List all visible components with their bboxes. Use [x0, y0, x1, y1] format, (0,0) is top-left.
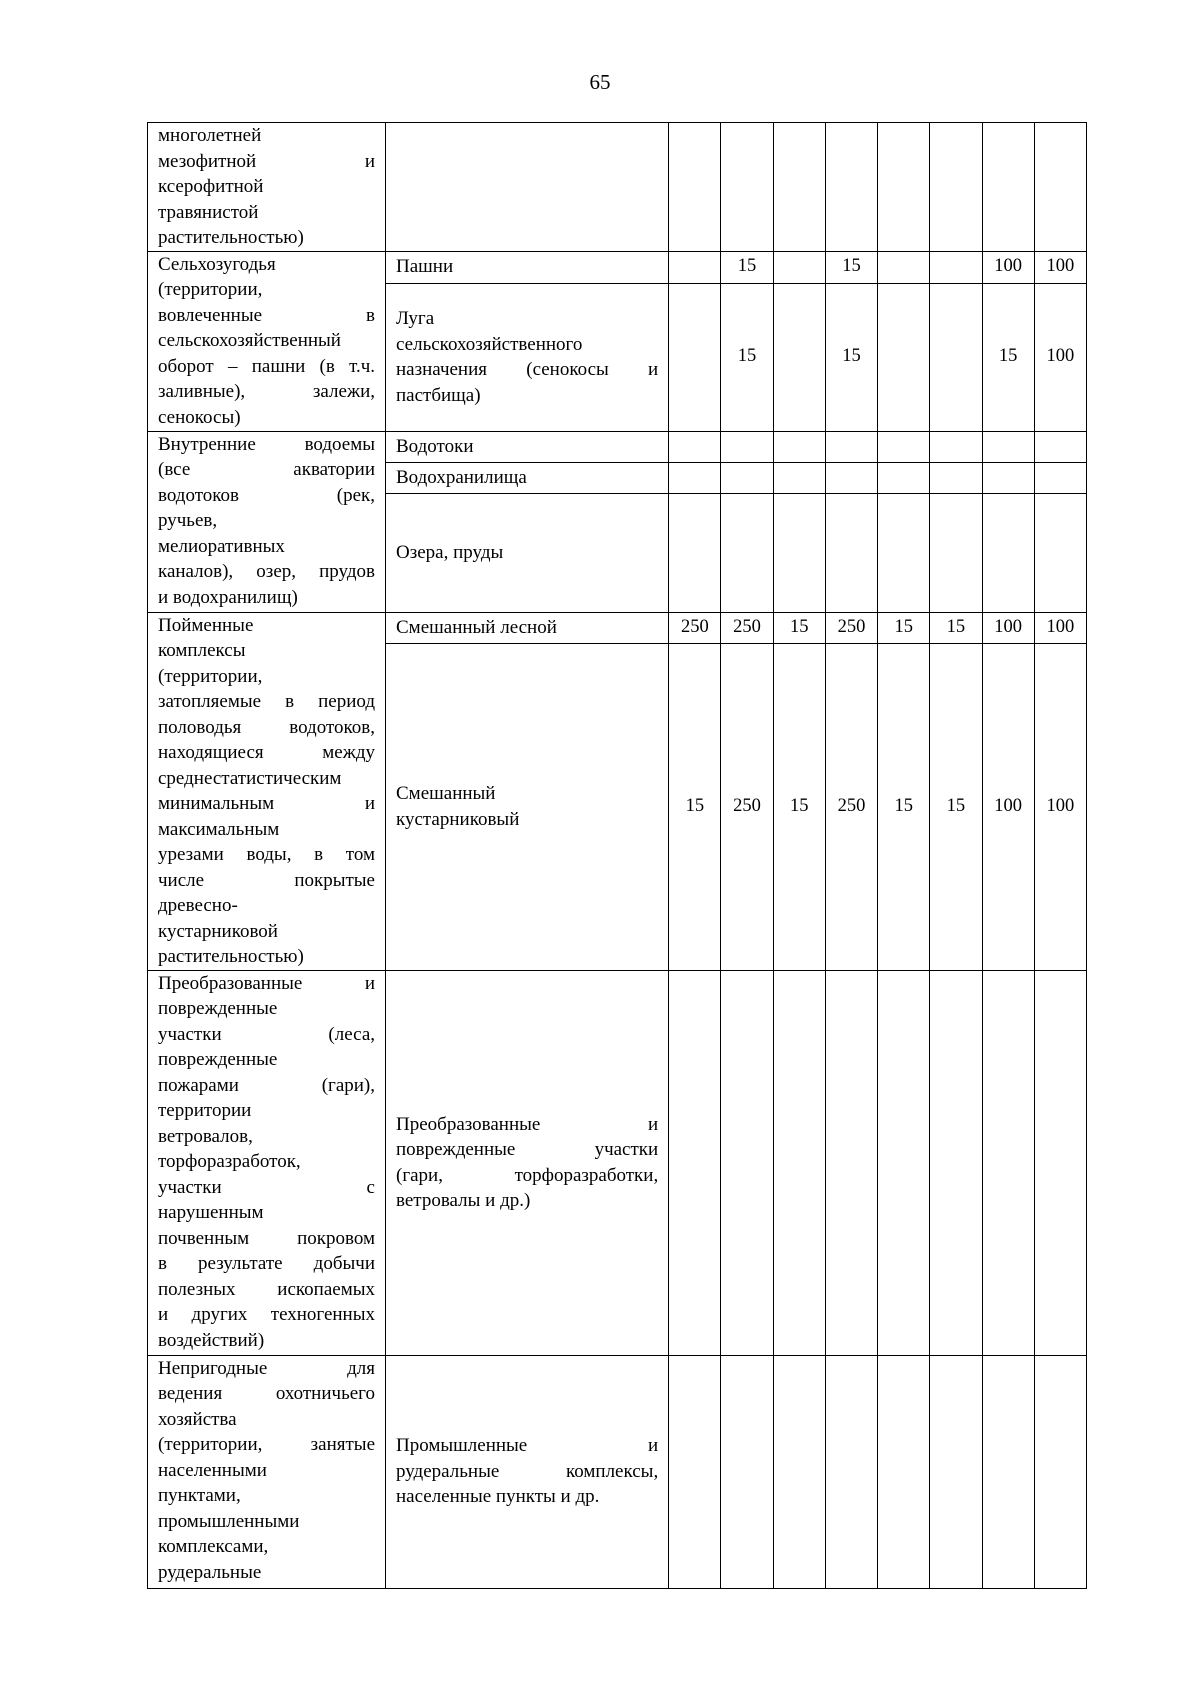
- value-cell: 100: [1034, 612, 1086, 643]
- value-cell: [825, 1355, 877, 1588]
- habitat-type-line: кустарниковой: [158, 920, 278, 942]
- table-row: [148, 431, 1087, 462]
- value-cell: [878, 970, 930, 1355]
- value-cell: 250: [669, 612, 721, 643]
- value-cell: 15: [721, 251, 773, 283]
- value-cell: [1034, 462, 1086, 493]
- habitat-type-line: водотоков (рек,: [158, 484, 375, 506]
- value-cell: [982, 1355, 1034, 1588]
- habitat-subtype-cell: [386, 493, 669, 612]
- value-cell: [721, 970, 773, 1355]
- habitat-type-line: вовлеченные в: [158, 304, 375, 326]
- habitat-subtype-cell: [386, 462, 669, 493]
- habitat-type-line: участки с: [158, 1176, 375, 1198]
- table-row: [148, 612, 1087, 643]
- habitat-type-line: комплексами,: [158, 1536, 269, 1557]
- value-cell: [669, 970, 721, 1355]
- habitat-type-line: полезных ископаемых: [158, 1278, 375, 1300]
- value-cell: 15: [773, 643, 825, 970]
- habitat-type-line: Пойменные: [158, 614, 254, 636]
- habitat-type-line: числе покрытые: [158, 869, 375, 891]
- value-cell: 250: [721, 612, 773, 643]
- value-cell: [930, 123, 982, 252]
- value-cell: [878, 123, 930, 252]
- value-cell: [982, 123, 1034, 252]
- value-cell: [878, 493, 930, 612]
- value-cell: 250: [825, 643, 877, 970]
- habitat-type-line: нарушенным: [158, 1202, 264, 1223]
- value-cell: [982, 970, 1034, 1355]
- habitat-type-line: территории: [158, 1100, 252, 1121]
- habitat-type-line: и водохранилищ): [158, 586, 298, 608]
- value-cell: 15: [669, 643, 721, 970]
- habitat-type-line: воздействий): [158, 1329, 265, 1351]
- habitat-type-line: населенными: [158, 1459, 267, 1481]
- habitat-subtype-line: кустарниковый: [396, 808, 520, 830]
- table-row: [148, 123, 1087, 252]
- habitat-type-line: Сельхозугодья: [158, 253, 276, 275]
- habitat-subtype-cell: [386, 283, 669, 431]
- value-cell: 100: [982, 643, 1034, 970]
- value-cell: [930, 493, 982, 612]
- habitat-type-line: (все акватории: [158, 459, 375, 480]
- habitat-type-line: минимальным и: [158, 793, 375, 814]
- habitat-type-line: Преобразованные и: [158, 972, 375, 994]
- habitat-type-line: сенокосы): [158, 406, 241, 428]
- value-cell: 15: [930, 643, 982, 970]
- habitat-subtype-line: ветровалы и др.): [396, 1190, 531, 1211]
- value-cell: [878, 251, 930, 283]
- habitat-type-cell: [148, 970, 386, 1355]
- habitat-type-cell: [148, 123, 386, 252]
- value-cell: [669, 1355, 721, 1588]
- habitat-subtype-line: Луга: [396, 308, 435, 329]
- value-cell: 15: [773, 612, 825, 643]
- value-cell: 100: [1034, 251, 1086, 283]
- value-cell: 250: [825, 612, 877, 643]
- value-cell: [773, 283, 825, 431]
- value-cell: [669, 251, 721, 283]
- habitat-type-line: почвенным покровом: [158, 1227, 375, 1249]
- habitat-subtype-cell: [386, 123, 669, 252]
- habitat-subtype-cell: [386, 431, 669, 462]
- value-cell: [721, 493, 773, 612]
- value-cell: [773, 123, 825, 252]
- value-cell: [773, 1355, 825, 1588]
- value-cell: [773, 251, 825, 283]
- habitat-subtype-line: рудеральные комплексы,: [396, 1460, 659, 1482]
- value-cell: [721, 431, 773, 462]
- habitat-subtype-line: Смешанный лесной: [396, 616, 557, 638]
- value-cell: 15: [825, 283, 877, 431]
- value-cell: [773, 462, 825, 493]
- value-cell: [1034, 431, 1086, 462]
- habitat-type-line: затопляемые в период: [158, 691, 375, 712]
- value-cell: [825, 493, 877, 612]
- habitat-type-line: сельскохозяйственный: [158, 330, 341, 351]
- habitat-type-cell: [148, 1355, 386, 1588]
- value-cell: [930, 283, 982, 431]
- value-cell: [721, 462, 773, 493]
- habitat-subtype-cell: [386, 612, 669, 643]
- table-row: [148, 1355, 1087, 1588]
- table-row: [148, 970, 1087, 1355]
- value-cell: 100: [1034, 643, 1086, 970]
- habitat-type-line: (территории,: [158, 279, 263, 300]
- habitat-type-line: половодья водотоков,: [158, 716, 375, 738]
- habitat-subtype-line: поврежденные участки: [396, 1139, 659, 1160]
- value-cell: 15: [930, 612, 982, 643]
- habitat-subtype-line: Озера, пруды: [396, 541, 504, 563]
- value-cell: [1034, 1355, 1086, 1588]
- value-cell: [669, 462, 721, 493]
- habitat-type-line: травянистой: [158, 201, 259, 223]
- habitat-type-line: оборот – пашни (в т.ч.: [158, 355, 375, 377]
- value-cell: 100: [982, 612, 1034, 643]
- value-cell: [930, 251, 982, 283]
- habitat-subtype-line: населенные пункты и др.: [396, 1486, 600, 1508]
- habitat-type-line: мелиоративных: [158, 535, 285, 557]
- habitat-type-line: максимальным: [158, 818, 280, 840]
- habitat-type-line: ветровалов,: [158, 1125, 253, 1147]
- habitat-subtype-cell: [386, 970, 669, 1355]
- value-cell: [982, 431, 1034, 462]
- habitat-type-line: растительностью): [158, 946, 304, 967]
- value-cell: 100: [982, 251, 1034, 283]
- habitat-type-line: в результате добычи: [158, 1253, 375, 1274]
- habitat-type-line: растительностью): [158, 227, 304, 248]
- value-cell: [669, 431, 721, 462]
- habitat-subtype-line: назначения (сенокосы и: [396, 359, 659, 380]
- habitat-subtype-line: пастбища): [396, 384, 481, 406]
- value-cell: 15: [721, 283, 773, 431]
- value-cell: [930, 462, 982, 493]
- value-cell: [878, 1355, 930, 1588]
- habitat-type-line: Непригодные для: [158, 1357, 375, 1379]
- value-cell: [721, 1355, 773, 1588]
- habitat-type-line: комплексы: [158, 640, 246, 661]
- habitat-type-line: поврежденные: [158, 998, 278, 1019]
- habitat-subtype-line: Смешанный: [396, 783, 496, 805]
- value-cell: [1034, 123, 1086, 252]
- habitat-type-cell: [148, 431, 386, 612]
- value-cell: [825, 431, 877, 462]
- value-cell: [930, 970, 982, 1355]
- habitat-table: [147, 122, 1087, 1589]
- page-number: 65: [589, 70, 611, 94]
- value-cell: 15: [878, 643, 930, 970]
- habitat-subtype-cell: [386, 1355, 669, 1588]
- table-row: [148, 251, 1087, 283]
- habitat-type-line: находящиеся между: [158, 742, 375, 763]
- habitat-type-line: ксерофитной: [158, 176, 264, 197]
- value-cell: [669, 493, 721, 612]
- habitat-type-cell: [148, 251, 386, 431]
- habitat-subtype-cell: [386, 251, 669, 283]
- value-cell: [1034, 970, 1086, 1355]
- habitat-type-line: (территории, занятые: [158, 1434, 375, 1455]
- habitat-type-line: пожарами (гари),: [158, 1074, 375, 1096]
- value-cell: [773, 970, 825, 1355]
- habitat-type-line: ведения охотничьего: [158, 1383, 375, 1404]
- habitat-type-line: рудеральные: [158, 1561, 262, 1583]
- value-cell: [982, 462, 1034, 493]
- habitat-type-line: многолетней: [158, 125, 262, 146]
- habitat-type-line: (территории,: [158, 665, 263, 687]
- habitat-type-line: урезами воды, в том: [158, 844, 375, 865]
- value-cell: [930, 1355, 982, 1588]
- value-cell: [878, 283, 930, 431]
- value-cell: [825, 123, 877, 252]
- habitat-type-line: древесно-: [158, 895, 238, 916]
- habitat-subtype-line: (гари, торфоразработки,: [396, 1164, 659, 1186]
- habitat-type-line: участки (леса,: [158, 1023, 375, 1045]
- habitat-type-line: поврежденные: [158, 1049, 278, 1070]
- habitat-type-line: пунктами,: [158, 1485, 241, 1506]
- value-cell: [669, 123, 721, 252]
- value-cell: [773, 493, 825, 612]
- value-cell: 15: [982, 283, 1034, 431]
- habitat-type-line: заливные), залежи,: [158, 381, 375, 402]
- habitat-subtype-line: Пашни: [396, 256, 454, 278]
- habitat-type-line: промышленными: [158, 1510, 300, 1532]
- habitat-type-line: торфоразработок,: [158, 1151, 301, 1172]
- habitat-type-line: ручьев,: [158, 510, 218, 531]
- habitat-subtype-cell: [386, 643, 669, 970]
- value-cell: [825, 462, 877, 493]
- value-cell: [721, 123, 773, 252]
- value-cell: [878, 431, 930, 462]
- habitat-type-line: каналов), озер, прудов: [158, 561, 375, 582]
- habitat-type-line: и других техногенных: [158, 1304, 375, 1325]
- habitat-subtype-line: сельскохозяйственного: [396, 333, 583, 355]
- value-cell: [669, 283, 721, 431]
- habitat-type-cell: [148, 612, 386, 970]
- habitat-type-line: мезофитной и: [158, 150, 375, 172]
- habitat-subtype-line: Промышленные и: [396, 1435, 659, 1457]
- habitat-type-line: среднестатистическим: [158, 767, 342, 789]
- habitat-subtype-line: Преобразованные и: [396, 1113, 659, 1135]
- value-cell: 15: [825, 251, 877, 283]
- value-cell: [773, 431, 825, 462]
- value-cell: 100: [1034, 283, 1086, 431]
- value-cell: [930, 431, 982, 462]
- value-cell: 250: [721, 643, 773, 970]
- value-cell: [825, 970, 877, 1355]
- value-cell: [878, 462, 930, 493]
- value-cell: [982, 493, 1034, 612]
- value-cell: 15: [878, 612, 930, 643]
- habitat-subtype-line: Водохранилища: [396, 466, 527, 488]
- habitat-type-line: хозяйства: [158, 1408, 237, 1430]
- habitat-subtype-line: Водотоки: [396, 435, 474, 457]
- value-cell: [1034, 493, 1086, 612]
- habitat-type-line: Внутренние водоемы: [158, 433, 375, 455]
